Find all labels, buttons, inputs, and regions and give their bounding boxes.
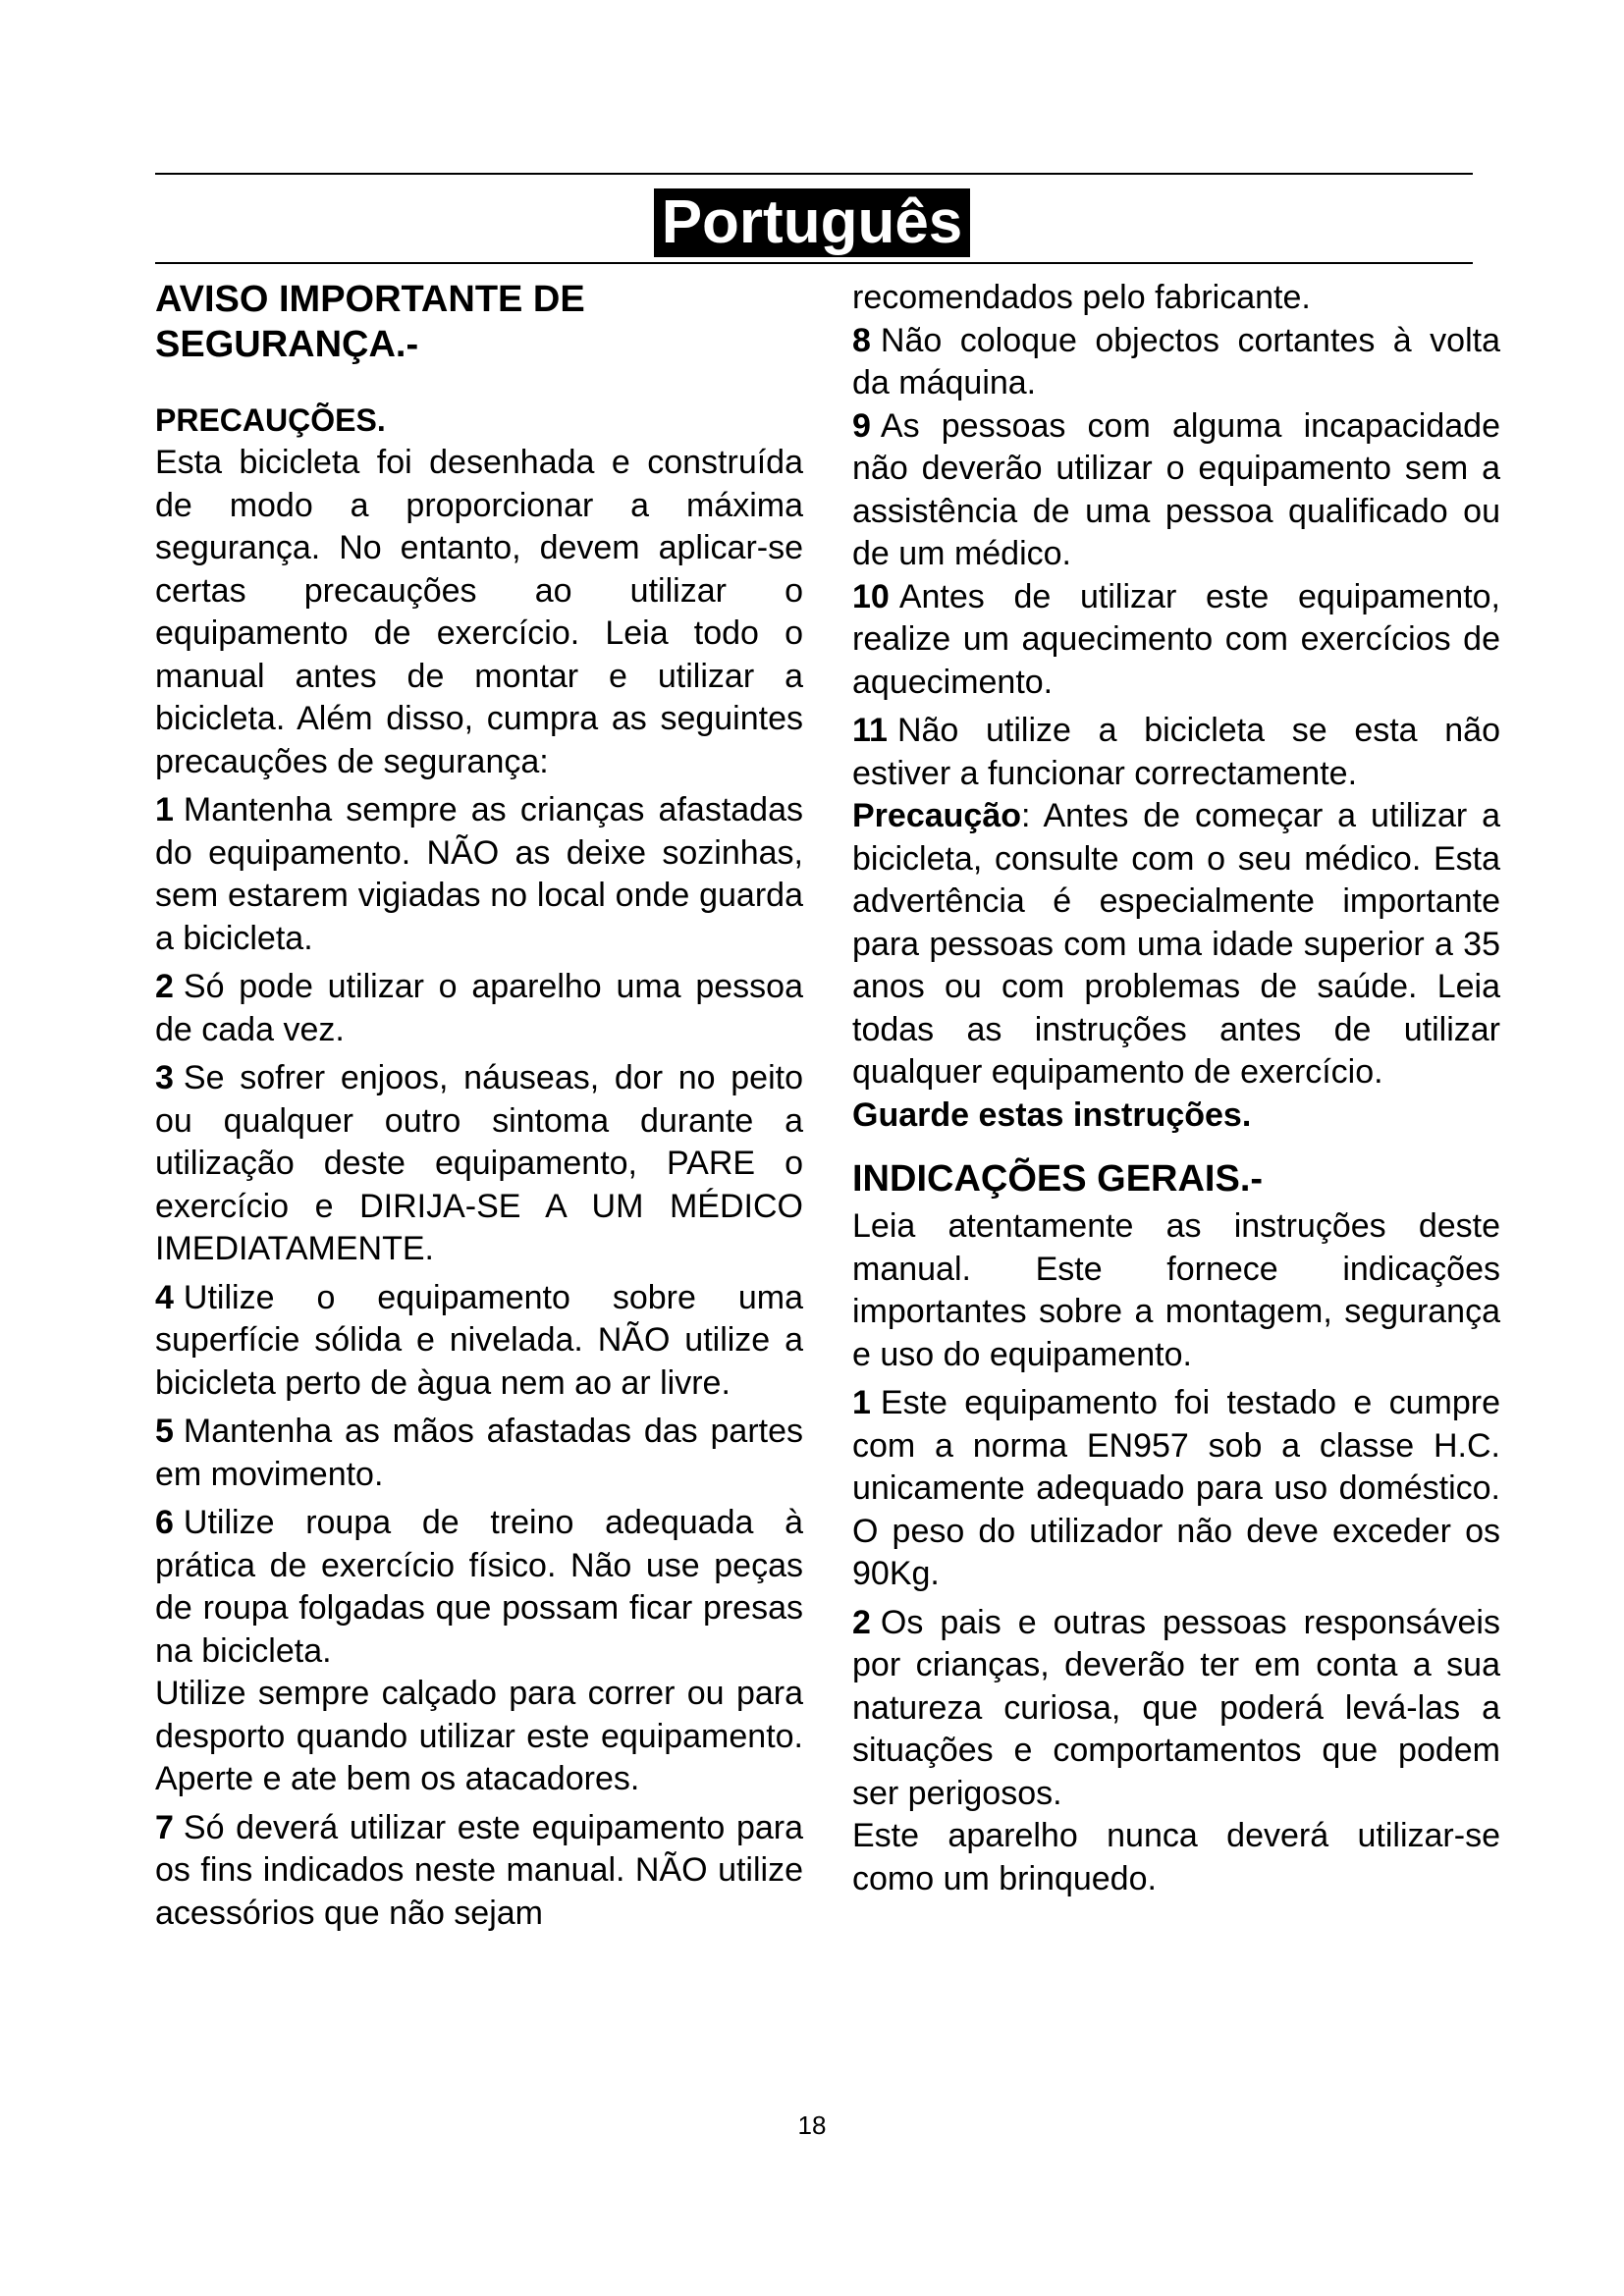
caution-label: Precaução (852, 797, 1021, 834)
list-item (852, 576, 1500, 705)
item-number: 6 (155, 1504, 174, 1541)
item-number: 2 (155, 968, 174, 1005)
item-text: Se sofrer enjoos, náuseas, dor no peito ou qualquer outro sintoma durante a utilização deste equipamento, PARE o exercício e DIRIJA-SE A UM MÉDICO IMEDIATAMENTE. (155, 1059, 803, 1267)
list-item (852, 1382, 1500, 1596)
list-item (155, 966, 803, 1051)
item-number: 10 (852, 577, 890, 615)
list-item (852, 1602, 1500, 1816)
item-number: 1 (155, 791, 174, 828)
keep-instructions: Guarde estas instruções. (852, 1095, 1252, 1134)
list-item (155, 789, 803, 960)
item-text: Antes de utilizar este equipamento, realize um aquecimento com exercícios de aquecimento. (852, 577, 1500, 701)
item-text: As pessoas com alguma incapacidade não deverão utilizar o equipamento sem a assistência de uma pessoa qualificado ou de um médico. (852, 406, 1500, 572)
item-number: 4 (155, 1278, 174, 1316)
caution-paragraph (852, 795, 1500, 1095)
item-text: Mantenha as mãos afastadas das partes em movimento. (155, 1413, 803, 1493)
header-rule-bottom (155, 262, 1473, 264)
item-text: Mantenha sempre as crianças afastadas do equipamento. NÃO as deixe sozinhas, sem estarem vigiadas no local onde guarda a bicicleta. (155, 791, 803, 957)
item-number: 3 (155, 1059, 174, 1096)
item-number: 9 (852, 406, 871, 445)
item-number: 11 (852, 712, 888, 749)
item-number: 7 (155, 1808, 174, 1846)
item-number: 8 (852, 321, 871, 359)
general-indications-title: INDICAÇÕES GERAIS.- (852, 1158, 1264, 1200)
toy-warning: Este aparelho nunca deverá utilizar-se como um brinquedo. (852, 1817, 1500, 1897)
right-column (852, 277, 1500, 1900)
item-text: Só pode utilizar o aparelho uma pessoa de cada vez. (155, 968, 803, 1048)
list-item (155, 1411, 803, 1496)
item-number: 2 (852, 1603, 871, 1641)
precautions-subtitle: PRECAUÇÕES. (155, 402, 386, 438)
header-rule-top (155, 173, 1473, 175)
item7-continuation: recomendados pelo fabricante. (852, 279, 1311, 316)
list-item (155, 1277, 803, 1406)
item-text: Só deverá utilizar este equipamento para os fins indicados neste manual. NÃO utilize acessórios que não sejam (155, 1808, 803, 1932)
list-item (155, 1502, 803, 1673)
safety-title: AVISO IMPORTANTE DE SEGURANÇA.- (155, 279, 585, 365)
list-item (852, 710, 1500, 795)
language-label: Português (654, 188, 971, 257)
list-item (155, 1807, 803, 1936)
item-number: 1 (852, 1384, 871, 1421)
item-text: Utilize roupa de treino adequada à prática de exercício físico. Não use peças de roupa folgadas que possam ficar presas na bicicleta. (155, 1504, 803, 1670)
item-text: Não utilize a bicicleta se esta não estiver a funcionar correctamente. (852, 712, 1500, 792)
item-text: Este equipamento foi testado e cumpre com a norma EN957 sob a classe H.C. unicamente adequado para uso doméstico. O peso do utilizador não deve exceder os 90Kg. (852, 1384, 1500, 1592)
item-text: Não coloque objectos cortantes à volta da máquina. (852, 321, 1500, 401)
left-column (155, 277, 803, 1935)
item-text: Os pais e outras pessoas responsáveis por crianças, deverão ter em conta a sua natureza curiosa, que poderá levá-las a situações e comportamentos que podem ser perigosos. (852, 1603, 1500, 1812)
page-number: 18 (797, 2110, 827, 2140)
item-text: Utilize o equipamento sobre uma superfície sólida e nivelada. NÃO utilize a bicicleta perto de àgua nem ao ar livre. (155, 1278, 803, 1402)
list-item (852, 405, 1500, 576)
item6-extra-paragraph: Utilize sempre calçado para correr ou para desporto quando utilizar este equipamento. Aperte e ate bem os atacadores. (155, 1675, 803, 1797)
item-number: 5 (155, 1413, 174, 1450)
caution-text: : Antes de começar a utilizar a bicicleta, consulte com o seu médico. Esta advertência é especialmente importante para pessoas com uma idade superior a 35 anos ou com problemas de saúde. Leia todas as instruções antes de utilizar qualquer equipamento de exercício. (852, 797, 1500, 1091)
intro-paragraph: Esta bicicleta foi desenhada e construída de modo a proporcionar a máxima segurança. No entanto, devem aplicar-se certas precauções ao utilizar o equipamento de exercício. Leia todo o manual antes de montar e utilizar a bicicleta. Além disso, cumpra as seguintes precauções de segurança: (155, 444, 803, 780)
list-item (155, 1057, 803, 1271)
language-banner (0, 188, 1624, 257)
general-intro: Leia atentamente as instruções deste manual. Este fornece indicações importantes sobre a montagem, segurança e uso do equipamento. (852, 1207, 1500, 1373)
list-item (852, 320, 1500, 405)
